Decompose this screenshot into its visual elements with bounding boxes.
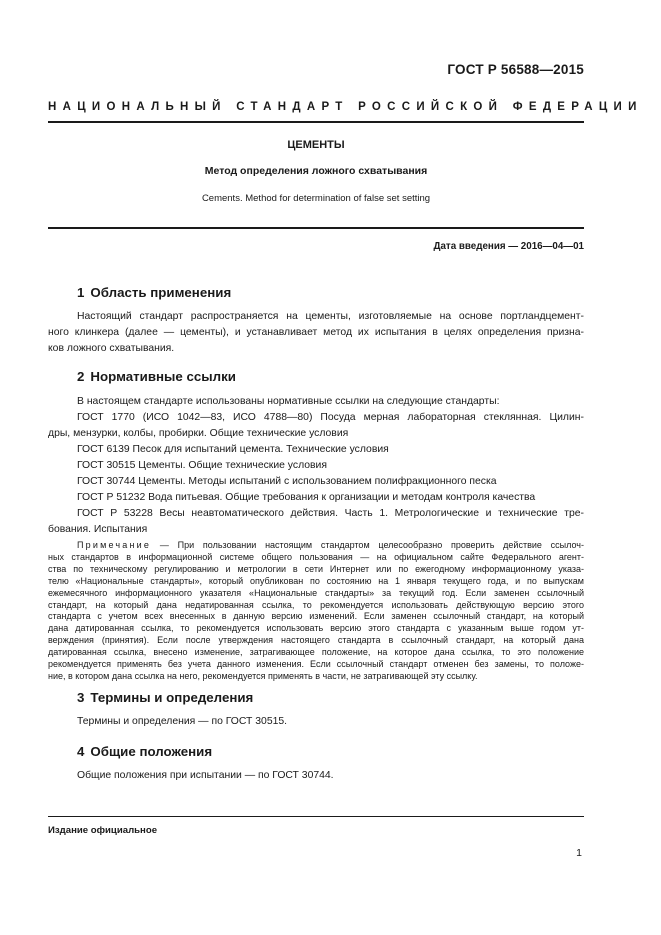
- section-paragraph: [48, 768, 584, 784]
- page-number: 1: [576, 847, 582, 859]
- section-title: Нормативные ссылки: [90, 369, 236, 384]
- references-list: [48, 394, 584, 538]
- section-heading: [77, 690, 253, 705]
- section-title: Общие положения: [90, 744, 213, 759]
- document-number: ГОСТ Р 56588—2015: [447, 62, 584, 77]
- reference-item: ГОСТ 1770 (ИСО 1042—83, ИСО 4788—80) Посуда мерная лабораторная стеклянная. Цилин-: [77, 412, 584, 423]
- note-line: стандарта с учетом всех внесенных в данную версию изменений. Если заменен ссылочный стандарт, на который: [48, 611, 584, 622]
- note-line: ежемесячного информационного указателя «Национальные стандарты» за текущий год. Если заменен ссылочный: [48, 587, 584, 598]
- note-line: ние, в котором дана ссылка на него, рекомендуется применять в части, не затрагивающей эту ссылку.: [48, 670, 478, 681]
- reference-item: ГОСТ Р 51232 Вода питьевая. Общие требования к организации и методам контроля качества: [77, 492, 536, 503]
- title-rule: [48, 227, 584, 229]
- paragraph-line: Термины и определения — по ГОСТ 30515.: [77, 716, 288, 727]
- paragraph-line: В настоящем стандарте использованы нормативные ссылки на следующие стандарты:: [77, 396, 500, 407]
- standard-title: ЦЕМЕНТЫ: [287, 139, 345, 151]
- section-paragraph: [48, 714, 584, 730]
- note-line: [48, 540, 584, 552]
- paragraph-line: Настоящий стандарт распространяется на цементы, изготовляемые на основе портландцемент-: [77, 311, 584, 322]
- note-line: ства по техническому регулированию и метрологии в сети Интернет или по ежегодному информационному указа-: [48, 563, 584, 574]
- section-number: 2: [77, 369, 85, 384]
- note-line: телю «Национальные стандарты», который опубликован по состоянию на 1 января текущего года, и по выпускам: [48, 575, 584, 586]
- standard-subtitle: Метод определения ложного схватывания: [204, 165, 428, 177]
- introduction-date: Дата введения — 2016—04—01: [433, 241, 584, 252]
- note-line: верждения (принятия). Если после утверждения настоящего стандарта в ссылочный стандарт, на который дана: [48, 635, 584, 646]
- section-paragraph: [48, 309, 584, 357]
- section-number: 1: [77, 285, 85, 300]
- note-line: дана датированная ссылка, то рекомендуется использовать версию этого стандарта с указанным выше годом ут-: [48, 623, 584, 634]
- note-line: датированная ссылка, внесено изменение, затрагивающее положение, на которое дана ссылка, то это положение: [48, 647, 584, 658]
- note-line: ных стандартов в информационной системе общего пользования — на официальном сайте Федерального агент-: [48, 551, 584, 562]
- paragraph-line: ков ложного схватывания.: [48, 343, 175, 354]
- section-title: Область применения: [90, 285, 232, 300]
- note-label: Примечание: [77, 540, 152, 550]
- note-text: — При пользовании настоящим стандартом целесообразно проверить действие ссылоч-: [151, 540, 584, 550]
- section-heading: [77, 285, 231, 300]
- reference-item-continuation: дры, мензурки, колбы, пробирки. Общие технические условия: [48, 428, 349, 439]
- paragraph-line: ного клинкера (далее — цементы), и устанавливает метод их испытания в целях определения призна-: [48, 327, 584, 338]
- section-heading: [77, 744, 212, 759]
- reference-item: ГОСТ Р 53228 Весы неавтоматического действия. Часть 1. Метрологические и технические тре-: [77, 508, 584, 519]
- section-heading: [77, 369, 236, 384]
- note-line: стандарт, на который дана недатированная ссылка, то рекомендуется использовать действующую версию этого: [48, 599, 584, 610]
- reference-item: ГОСТ 30515 Цементы. Общие технические условия: [77, 460, 327, 471]
- national-standard-banner: НАЦИОНАЛЬНЫЙ СТАНДАРТ РОССИЙСКОЙ ФЕДЕРАЦИИ: [48, 101, 643, 113]
- header-rule: [48, 121, 584, 123]
- note-line: рекомендуется применять без учета данного изменения. Если ссылочный стандарт отменен без замены, то положе-: [48, 659, 584, 670]
- standard-title-english: Cements. Method for determination of false set setting: [201, 193, 431, 204]
- note-block: [48, 540, 584, 683]
- official-edition-label: Издание официальное: [48, 825, 158, 836]
- footer-rule: [48, 816, 584, 817]
- reference-item-continuation: бования. Испытания: [48, 524, 148, 535]
- paragraph-line: Общие положения при испытании — по ГОСТ 30744.: [77, 770, 334, 781]
- section-number: 3: [77, 690, 85, 705]
- section-number: 4: [77, 744, 85, 759]
- section-title: Термины и определения: [90, 690, 254, 705]
- reference-item: ГОСТ 6139 Песок для испытаний цемента. Технические условия: [77, 444, 389, 455]
- reference-item: ГОСТ 30744 Цементы. Методы испытаний с использованием полифракционного песка: [77, 476, 497, 487]
